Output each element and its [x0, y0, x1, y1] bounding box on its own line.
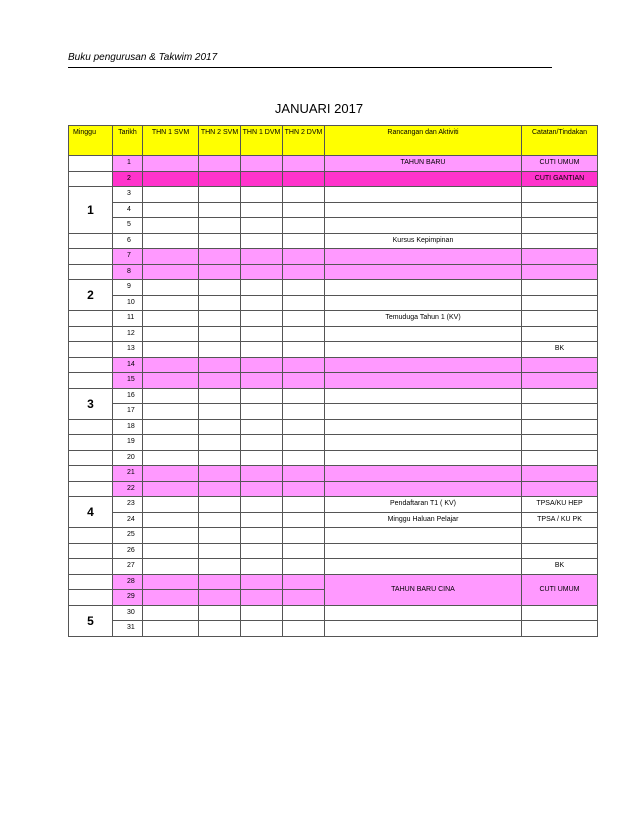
- cell: [143, 574, 199, 590]
- cell: [241, 605, 283, 621]
- cell: [143, 264, 199, 280]
- week-cell: [69, 233, 113, 249]
- cell: [522, 621, 598, 637]
- date-cell: 11: [113, 311, 143, 327]
- cell: [199, 156, 241, 172]
- cell: [522, 419, 598, 435]
- cell: [199, 435, 241, 451]
- week-cell: [69, 419, 113, 435]
- cell: [143, 295, 199, 311]
- cell: [241, 435, 283, 451]
- week-cell: [69, 264, 113, 280]
- cell: [325, 218, 522, 234]
- cell: [283, 605, 325, 621]
- week-cell: [69, 590, 113, 606]
- cell: [199, 559, 241, 575]
- table-row: [69, 435, 598, 451]
- cell: [325, 621, 522, 637]
- cell: [325, 404, 522, 420]
- cell: [283, 233, 325, 249]
- cell: [283, 295, 325, 311]
- week-cell: [69, 171, 113, 187]
- cell: [241, 171, 283, 187]
- date-cell: 9: [113, 280, 143, 296]
- cell: [199, 295, 241, 311]
- cell: [283, 218, 325, 234]
- cell: [143, 621, 199, 637]
- page-title: JANUARI 2017: [274, 101, 364, 116]
- page-header: Buku pengurusan & Takwim 2017: [68, 52, 218, 63]
- cell: [241, 543, 283, 559]
- cell: [199, 481, 241, 497]
- date-cell: 10: [113, 295, 143, 311]
- cell: [241, 156, 283, 172]
- table-row: [69, 419, 598, 435]
- cell: [143, 404, 199, 420]
- header-row: [69, 126, 598, 156]
- cell: [325, 543, 522, 559]
- date-cell: 31: [113, 621, 143, 637]
- week-cell: [69, 373, 113, 389]
- cell: [199, 605, 241, 621]
- cell: [143, 249, 199, 265]
- table-row: [69, 280, 598, 296]
- cell: [522, 326, 598, 342]
- date-cell: 6: [113, 233, 143, 249]
- table-row: [69, 342, 598, 358]
- week-cell: [69, 357, 113, 373]
- date-cell: 24: [113, 512, 143, 528]
- cell: [522, 249, 598, 265]
- cell: [325, 388, 522, 404]
- week-cell: [69, 435, 113, 451]
- table-row: [69, 295, 598, 311]
- cell: [522, 528, 598, 544]
- table-row: [69, 264, 598, 280]
- date-cell: 3: [113, 187, 143, 203]
- cell: [283, 311, 325, 327]
- cell: [199, 357, 241, 373]
- cell: [199, 171, 241, 187]
- cell: [143, 342, 199, 358]
- date-cell: 27: [113, 559, 143, 575]
- col-header-tarikh: Tarikh: [113, 126, 143, 156]
- cell: [199, 528, 241, 544]
- date-cell: 29: [113, 590, 143, 606]
- cell: [325, 450, 522, 466]
- cell: [199, 388, 241, 404]
- date-cell: 1: [113, 156, 143, 172]
- cell: [241, 187, 283, 203]
- note-cell: CUTI UMUM: [522, 156, 598, 172]
- cell: [199, 497, 241, 513]
- cell: [241, 373, 283, 389]
- date-cell: 19: [113, 435, 143, 451]
- cell: [522, 466, 598, 482]
- col-header-thn2-dvm: THN 2 DVM: [283, 126, 325, 156]
- cell: [199, 202, 241, 218]
- cell: [143, 202, 199, 218]
- cell: [325, 435, 522, 451]
- table-row: [69, 187, 598, 203]
- table-row: [69, 450, 598, 466]
- cell: [241, 295, 283, 311]
- cell: [522, 218, 598, 234]
- cell: [283, 481, 325, 497]
- cell: [199, 590, 241, 606]
- cell: [199, 233, 241, 249]
- cell: [283, 264, 325, 280]
- cell: [325, 249, 522, 265]
- cell: [199, 574, 241, 590]
- cell: [199, 218, 241, 234]
- cell: [522, 233, 598, 249]
- cell: [283, 342, 325, 358]
- week-number: 1: [69, 187, 113, 234]
- table-row: [69, 326, 598, 342]
- cell: [522, 187, 598, 203]
- note-cell: BK: [522, 559, 598, 575]
- cell: [283, 450, 325, 466]
- cell: [241, 233, 283, 249]
- cell: [325, 357, 522, 373]
- activity-cell: Temuduga Tahun 1 (KV): [325, 311, 522, 327]
- cell: [283, 357, 325, 373]
- date-cell: 25: [113, 528, 143, 544]
- cell: [283, 528, 325, 544]
- week-number: 4: [69, 497, 113, 528]
- col-header-rancangan: Rancangan dan Aktiviti: [325, 126, 522, 156]
- cell: [522, 543, 598, 559]
- activity-cell: Minggu Haluan Pelajar: [325, 512, 522, 528]
- note-cell: CUTI GANTIAN: [522, 171, 598, 187]
- week-cell: [69, 156, 113, 172]
- table-row: [69, 497, 598, 513]
- cell: [143, 466, 199, 482]
- date-cell: 28: [113, 574, 143, 590]
- cell: [283, 497, 325, 513]
- cell: [325, 559, 522, 575]
- cell: [199, 373, 241, 389]
- cell: [522, 280, 598, 296]
- cell: [283, 435, 325, 451]
- cell: [143, 605, 199, 621]
- cell: [241, 357, 283, 373]
- activity-cell: Pendaftaran T1 ( KV): [325, 497, 522, 513]
- cell: [522, 357, 598, 373]
- week-cell: [69, 249, 113, 265]
- cell: [241, 280, 283, 296]
- cell: [143, 388, 199, 404]
- cell: [241, 559, 283, 575]
- date-cell: 7: [113, 249, 143, 265]
- date-cell: 23: [113, 497, 143, 513]
- cell: [143, 590, 199, 606]
- date-cell: 8: [113, 264, 143, 280]
- cell: [143, 559, 199, 575]
- cell: [143, 218, 199, 234]
- cell: [522, 481, 598, 497]
- date-cell: 5: [113, 218, 143, 234]
- activity-cell: TAHUN BARU: [325, 156, 522, 172]
- date-cell: 20: [113, 450, 143, 466]
- cell: [143, 481, 199, 497]
- cell: [241, 311, 283, 327]
- cell: [325, 342, 522, 358]
- cell: [325, 481, 522, 497]
- cell: [283, 373, 325, 389]
- cell: [143, 373, 199, 389]
- cell: [283, 280, 325, 296]
- cell: [283, 621, 325, 637]
- week-cell: [69, 574, 113, 590]
- cell: [283, 404, 325, 420]
- date-cell: 21: [113, 466, 143, 482]
- cell: [241, 404, 283, 420]
- week-cell: [69, 543, 113, 559]
- cell: [199, 326, 241, 342]
- table-row: [69, 621, 598, 637]
- date-cell: 17: [113, 404, 143, 420]
- cell: [241, 481, 283, 497]
- cell: [283, 187, 325, 203]
- table-row: [69, 388, 598, 404]
- cell: [522, 605, 598, 621]
- week-cell: [69, 311, 113, 327]
- header-rule: [68, 67, 552, 68]
- table-row: [69, 481, 598, 497]
- date-cell: 4: [113, 202, 143, 218]
- date-cell: 16: [113, 388, 143, 404]
- cell: [522, 435, 598, 451]
- cell: [325, 373, 522, 389]
- cell: [199, 512, 241, 528]
- table-row: [69, 404, 598, 420]
- table-row: [69, 373, 598, 389]
- table-row: [69, 605, 598, 621]
- cell: [241, 388, 283, 404]
- cell: [325, 280, 522, 296]
- cell: [522, 295, 598, 311]
- cell: [241, 497, 283, 513]
- cell: [199, 280, 241, 296]
- cell: [199, 543, 241, 559]
- cell: [522, 373, 598, 389]
- date-cell: 26: [113, 543, 143, 559]
- cell: [325, 605, 522, 621]
- cell: [283, 574, 325, 590]
- col-header-thn1-dvm: THN 1 DVM: [241, 126, 283, 156]
- date-cell: 2: [113, 171, 143, 187]
- cell: [325, 264, 522, 280]
- cell: [241, 621, 283, 637]
- cell: [143, 543, 199, 559]
- table-row: [69, 543, 598, 559]
- cell: [143, 528, 199, 544]
- table-row: [69, 357, 598, 373]
- cell: [283, 202, 325, 218]
- week-cell: [69, 559, 113, 575]
- cell: [199, 187, 241, 203]
- cell: [325, 528, 522, 544]
- note-cell: TPSA / KU PK: [522, 512, 598, 528]
- cell: [199, 264, 241, 280]
- cell: [143, 280, 199, 296]
- table-row: [69, 512, 598, 528]
- cell: [325, 295, 522, 311]
- table-row: [69, 249, 598, 265]
- col-header-thn1-svm: THN 1 SVM: [143, 126, 199, 156]
- date-cell: 12: [113, 326, 143, 342]
- cell: [143, 512, 199, 528]
- note-cell: CUTI UMUM: [522, 574, 598, 605]
- cell: [241, 202, 283, 218]
- cell: [199, 311, 241, 327]
- cell: [325, 202, 522, 218]
- cell: [143, 156, 199, 172]
- week-number: 5: [69, 605, 113, 636]
- cell: [241, 419, 283, 435]
- date-cell: 13: [113, 342, 143, 358]
- cell: [241, 466, 283, 482]
- cell: [283, 543, 325, 559]
- table-row: [69, 202, 598, 218]
- table-row: [69, 528, 598, 544]
- week-cell: [69, 342, 113, 358]
- cell: [241, 590, 283, 606]
- cell: [522, 388, 598, 404]
- date-cell: 15: [113, 373, 143, 389]
- cell: [283, 590, 325, 606]
- cell: [283, 512, 325, 528]
- cell: [199, 621, 241, 637]
- cell: [325, 187, 522, 203]
- cell: [143, 311, 199, 327]
- cell: [283, 559, 325, 575]
- cell: [522, 202, 598, 218]
- activity-cell: TAHUN BARU CINA: [325, 574, 522, 605]
- col-header-thn2-svm: THN 2 SVM: [199, 126, 241, 156]
- cell: [241, 249, 283, 265]
- col-header-minggu: Minggu: [69, 126, 113, 156]
- cell: [241, 218, 283, 234]
- week-cell: [69, 326, 113, 342]
- cell: [199, 419, 241, 435]
- week-cell: [69, 481, 113, 497]
- cell: [241, 342, 283, 358]
- cell: [283, 156, 325, 172]
- cell: [143, 435, 199, 451]
- cell: [143, 171, 199, 187]
- cell: [522, 264, 598, 280]
- cell: [199, 404, 241, 420]
- date-cell: 18: [113, 419, 143, 435]
- cell: [143, 357, 199, 373]
- date-cell: 30: [113, 605, 143, 621]
- table-row: [69, 559, 598, 575]
- cell: [199, 342, 241, 358]
- cell: [283, 388, 325, 404]
- cell: [325, 466, 522, 482]
- table-row: [69, 218, 598, 234]
- note-cell: TPSA/KU HEP: [522, 497, 598, 513]
- date-cell: 22: [113, 481, 143, 497]
- date-cell: 14: [113, 357, 143, 373]
- cell: [199, 249, 241, 265]
- cell: [283, 419, 325, 435]
- week-cell: [69, 466, 113, 482]
- table-row: [69, 233, 598, 249]
- cell: [241, 528, 283, 544]
- activity-cell: [325, 171, 522, 187]
- cell: [143, 187, 199, 203]
- cell: [199, 450, 241, 466]
- table-row: [69, 156, 598, 172]
- cell: [283, 171, 325, 187]
- cell: [143, 450, 199, 466]
- cell: [241, 450, 283, 466]
- activity-cell: Kursus Kepimpinan: [325, 233, 522, 249]
- cell: [199, 466, 241, 482]
- week-cell: [69, 450, 113, 466]
- table-row: [69, 574, 598, 590]
- cell: [241, 326, 283, 342]
- cell: [283, 326, 325, 342]
- cell: [241, 264, 283, 280]
- cell: [143, 326, 199, 342]
- week-number: 3: [69, 388, 113, 419]
- cell: [522, 404, 598, 420]
- cell: [143, 497, 199, 513]
- week-cell: [69, 528, 113, 544]
- cell: [325, 326, 522, 342]
- cell: [522, 450, 598, 466]
- note-cell: BK: [522, 342, 598, 358]
- table-row: [69, 311, 598, 327]
- cell: [283, 249, 325, 265]
- cell: [522, 311, 598, 327]
- week-number: 2: [69, 280, 113, 311]
- cell: [143, 419, 199, 435]
- table-row: [69, 466, 598, 482]
- cell: [241, 574, 283, 590]
- cell: [283, 466, 325, 482]
- table-row: [69, 171, 598, 187]
- cell: [143, 233, 199, 249]
- cell: [325, 419, 522, 435]
- calendar-table: [68, 125, 598, 637]
- col-header-catatan: Catatan/Tindakan: [522, 126, 598, 156]
- cell: [241, 512, 283, 528]
